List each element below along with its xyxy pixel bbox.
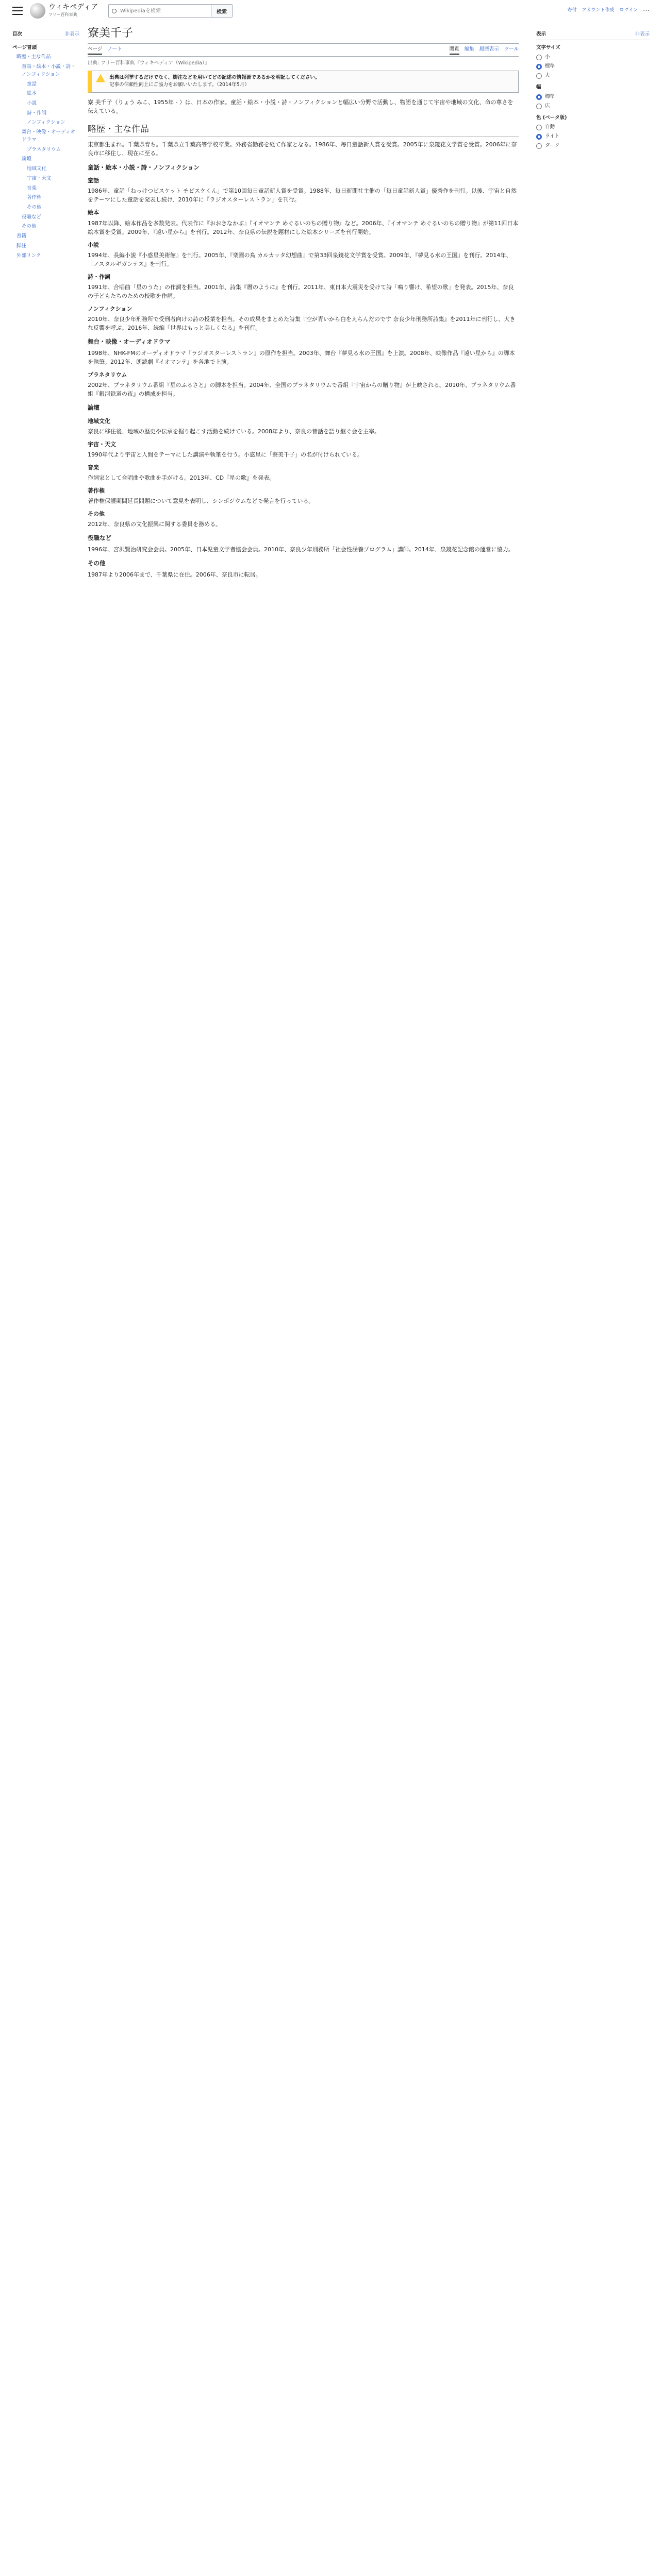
toc-item[interactable]: 音楽 [27, 185, 37, 191]
color-dark[interactable]: ダーク [536, 142, 650, 150]
section-paragraph: 1987年以降、絵本作品を多数発表。代表作に『おおきなかぶ』『イオマンテ めぐるいのちの贈り物』など。2006年、『イオマンテ めぐるいのちの贈り物』が第11回日本絵本賞を受賞。2009年、『遠い星から』を刊行。2012年、奈良県の伝説を題材にした絵本シリーズを刊行開始。 [88, 219, 519, 235]
article-sections [88, 123, 519, 579]
toc-item[interactable]: ページ冒頭 [12, 44, 37, 50]
color-label: 色 (ベータ版) [536, 114, 567, 121]
search-form [108, 4, 233, 18]
section-paragraph: 1994年、長編小説『小惑星美術館』を刊行。2005年、『楽園の鳥 カルカッタ幻想曲』で第33回泉鏡花文学賞を受賞。2009年、『夢見る水の王国』を刊行。2014年、『ノスタルギガンテス』を刊行。 [88, 251, 512, 267]
more-icon[interactable]: ⋯ [643, 6, 650, 14]
toc-item[interactable]: 役職など [22, 214, 42, 220]
login-link[interactable]: ログイン [619, 8, 638, 13]
section-heading: 論壇 [88, 404, 100, 412]
section-heading: 地域文化 [88, 417, 110, 425]
wikipedia-logo[interactable] [30, 3, 98, 19]
section-heading: 童話 [88, 177, 99, 184]
section-heading: 絵本 [88, 209, 99, 216]
notice-body: 記事の信頼性向上にご協力をお願いいたします。（2014年5月） [109, 82, 250, 88]
toc-item[interactable]: 小説 [27, 100, 37, 107]
section-heading: その他 [88, 560, 106, 567]
notice-title: 出典は列挙するだけでなく、脚注などを用いてどの記述の情報源であるかを明記してください。 [109, 74, 320, 80]
width-wide[interactable]: 広 [536, 103, 650, 110]
section-heading: 舞台・映像・オーディオドラマ [88, 338, 171, 346]
appearance-hide-button[interactable]: 非表示 [635, 31, 650, 37]
appearance-sidebar [536, 31, 650, 151]
toc-item[interactable]: 著作権 [27, 195, 42, 201]
page-title: 寮美千子 [88, 25, 519, 44]
text-size-standard[interactable]: 標準 [536, 63, 650, 71]
search-button[interactable]: 検索 [211, 4, 233, 18]
source-line: 出典: フリー百科事典『ウィキペディア（Wikipedia）』 [88, 60, 210, 66]
toc-sidebar [12, 31, 79, 261]
section-heading: 略歴・主な作品 [88, 123, 519, 137]
color-auto[interactable]: 自動 [536, 124, 650, 131]
tab-edit[interactable]: 編集 [464, 46, 474, 53]
personal-tools [568, 6, 650, 16]
logo-subtitle: フリー百科事典 [48, 12, 77, 17]
toc-item[interactable]: 地域文化 [27, 166, 47, 172]
section-heading: ノンフィクション [88, 305, 133, 312]
section-heading: 童話・絵本・小説・詩・ノンフィクション [88, 163, 200, 171]
warning-icon [96, 74, 105, 82]
width-label: 幅 [536, 84, 541, 90]
toc-title: 目次 [12, 31, 23, 37]
section-heading: プラネタリウム [88, 371, 127, 378]
section-paragraph: 1986年、童話「ねっけつビスケット チビスケくん」で第10回毎日童話新人賞を受賞。1988年、毎日新聞社主催の「毎日童話新人賞」優秀作を刊行。以後、宇宙と自然をテーマにした童話を発表し続け、2010年に『ラジオスターレストラン』を刊行。 [88, 188, 517, 204]
section-paragraph: 2012年、奈良県の文化振興に関する委員を務める。 [88, 521, 221, 528]
main-content [88, 25, 519, 583]
section-paragraph: 奈良に移住後、地域の歴史や伝承を掘り起こす活動を続けている。2008年より、奈良の昔話を語り継ぐ会を主宰。 [88, 428, 380, 435]
section-paragraph: 1987年より2006年まで、千葉県に在住。2006年、奈良市に転居。 [88, 571, 261, 579]
toc-item[interactable]: 宇宙・天文 [27, 175, 52, 181]
toc-item[interactable]: 略歴・主な作品 [16, 54, 51, 60]
section-paragraph: 作詞家として合唱曲や歌曲を手がける。2013年、CD『星の歌』を発表。 [88, 474, 275, 482]
notice-box [88, 71, 519, 93]
toc-list [12, 43, 79, 261]
text-size-label: 文字サイズ [536, 44, 560, 50]
section-paragraph: 1990年代より宇宙と人間をテーマにした講演や執筆を行う。小惑星に「寮美千子」の名が付けられている。 [88, 451, 363, 459]
main-menu-icon[interactable] [12, 7, 23, 15]
toc-item[interactable]: 論壇 [22, 156, 32, 162]
toc-item[interactable]: 外部リンク [16, 252, 41, 259]
tab-tools[interactable]: ツール [504, 46, 519, 53]
logo-title: ウィキペディア [48, 3, 98, 12]
section-heading: 小説 [88, 241, 99, 248]
section-heading: 詩・作詞 [88, 273, 110, 280]
section-paragraph: 1998年、NHK-FMのオーディオドラマ『ラジオスターレストラン』の原作を担当。2003年、舞台『夢見る水の王国』を上演。2008年、映像作品『遠い星から』の脚本を執筆。2012年、朗読劇『イオマンテ』を各地で上演。 [88, 349, 515, 365]
text-size-large[interactable]: 大 [536, 72, 650, 80]
toc-item[interactable]: 脚注 [16, 243, 27, 249]
tab-talk[interactable]: ノート [107, 46, 122, 53]
toc-item[interactable]: その他 [27, 204, 42, 210]
section-paragraph: 2002年、プラネタリウム番組『星のふるさと』の脚本を担当。2004年、全国のプラネタリウムで番組『宇宙からの贈り物』が上映される。2010年、プラネタリウム番組『銀河鉄道の夜』の構成を担当。 [88, 381, 516, 398]
section-heading: 音楽 [88, 464, 99, 471]
toc-item[interactable]: 絵本 [27, 91, 37, 97]
create-account-link[interactable]: アカウント作成 [582, 8, 615, 13]
appearance-title: 表示 [536, 31, 547, 37]
tab-page[interactable]: ページ [88, 46, 102, 55]
donate-link[interactable]: 寄付 [567, 8, 577, 13]
section-paragraph: 1991年、合唱曲「星のうた」の作詞を担当。2001年、詩集『暦のように』を刊行。2011年、東日本大震災を受けて詩「鳴り響け、希望の歌」を発表。2015年、奈良の子どもたちのための校歌を作詞。 [88, 283, 514, 299]
toc-item[interactable]: 童話・絵本・小説・詩・ノンフィクション [22, 64, 76, 77]
toc-item[interactable]: 舞台・映像・オーディオドラマ [22, 129, 75, 143]
toc-item[interactable]: 詩・作詞 [27, 110, 47, 116]
search-input[interactable] [108, 4, 211, 18]
toc-header [12, 31, 79, 40]
width-standard[interactable]: 標準 [536, 93, 650, 101]
site-header [0, 0, 662, 22]
section-heading: 役職など [88, 534, 111, 542]
toc-item[interactable]: プラネタリウム [27, 146, 61, 152]
section-paragraph: 2010年、奈良少年刑務所で受刑者向けの詩の授業を担当。その成果をまとめた詩集『空が青いから白をえらんだのです 奈良少年刑務所詩集』を2011年に刊行し、大きな反響を呼ぶ。2016年、続編『世界はもっと美しくなる』を刊行。 [88, 315, 516, 331]
section-paragraph: 1996年、宮沢賢治研究会会員。2005年、日本児童文学者協会会員。2010年、奈良少年刑務所「社会性涵養プログラム」講師。2014年、泉鏡花記念館の運営に協力。 [88, 546, 514, 553]
section-heading: 著作権 [88, 487, 105, 495]
toc-hide-button[interactable]: 非表示 [64, 31, 79, 37]
globe-icon [30, 3, 45, 19]
section-paragraph: 著作権保護期間延長問題について意見を表明し、シンポジウムなどで発言を行っている。 [88, 498, 315, 505]
appearance-header [536, 31, 650, 40]
section-heading: 宇宙・天文 [88, 440, 116, 448]
toc-item[interactable]: その他 [22, 224, 37, 230]
page-tabs [88, 46, 519, 57]
section-paragraph: 東京都生まれ。千葉県育ち。千葉県立千葉高等学校卒業。外務省勤務を経て作家となる。1986年、毎日童話新人賞を受賞。2005年に泉鏡花文学賞を受賞。2006年に奈良市に移住し、現在に至る。 [88, 141, 517, 157]
text-size-small[interactable]: 小 [536, 54, 650, 61]
intro-paragraph: 寮 美千子（りょう みこ、1955年 - ）は、日本の作家。童話・絵本・小説・詩・ノンフィクションと幅広い分野で活動し、物語を通じて宇宙や地域の文化、命の尊さを伝えている。 [88, 98, 514, 115]
tab-read[interactable]: 閲覧 [450, 46, 459, 55]
toc-item[interactable]: ノンフィクション [27, 120, 65, 126]
toc-item[interactable]: 童話 [27, 81, 37, 87]
tab-history[interactable]: 履歴表示 [479, 46, 499, 53]
toc-item[interactable]: 書籍 [16, 233, 27, 240]
color-light[interactable]: ライト [536, 133, 650, 141]
search-icon [112, 9, 117, 13]
section-heading: その他 [88, 511, 105, 518]
